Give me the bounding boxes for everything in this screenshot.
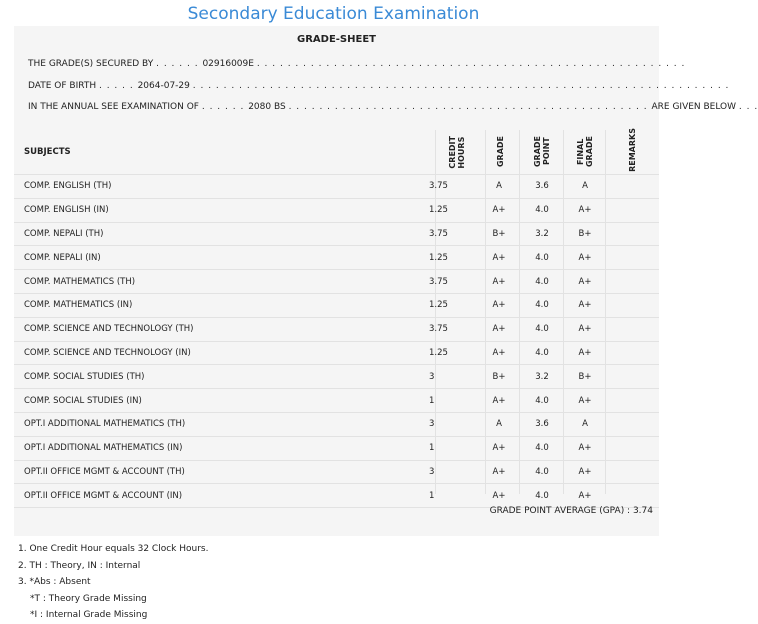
- credit-hours-cell: 3: [429, 466, 435, 477]
- final-grade-cell: A+: [578, 466, 592, 477]
- credit-hours-cell: 3.75: [429, 276, 448, 287]
- final-grade-cell: A+: [578, 276, 592, 287]
- info-grade-line: THE GRADE(S) SECURED BY . . . . . . 02916009E . . . . . . . . . . . . . . . . . . . . . . . . . . . . . . . . . . . . . . . . . . . . . . . . . . . . . . . .: [28, 59, 686, 69]
- final-grade-cell: A+: [578, 395, 592, 406]
- table-row: [14, 389, 659, 413]
- grade-point-cell: 3.6: [535, 181, 549, 192]
- table-row: [14, 461, 659, 485]
- header-subjects: SUBJECTS: [24, 147, 71, 157]
- credit-hours-cell: 1.25: [429, 347, 448, 358]
- grade-cell: A+: [492, 276, 506, 287]
- credit-hours-cell: 1: [429, 395, 435, 406]
- final-grade-cell: A: [582, 181, 588, 192]
- table-row: [14, 294, 659, 318]
- grade-point-cell: 4.0: [535, 347, 549, 358]
- grade-point-cell: 4.0: [535, 490, 549, 501]
- credit-hours-cell: 3.75: [429, 228, 448, 239]
- grade-point-cell: 4.0: [535, 395, 549, 406]
- final-grade-cell: A: [582, 419, 588, 430]
- grade-cell: A+: [492, 324, 506, 335]
- exam-year: 2080 BS: [248, 102, 286, 112]
- footnote: *T : Theory Grade Missing: [30, 593, 147, 604]
- grade-point-cell: 3.2: [535, 371, 549, 382]
- grade-point-cell: 4.0: [535, 205, 549, 216]
- grade-cell: A+: [492, 205, 506, 216]
- final-grade-cell: A+: [578, 490, 592, 501]
- subject-cell: COMP. ENGLISH (TH): [24, 181, 112, 192]
- gpa-summary: GRADE POINT AVERAGE (GPA) : 3.74: [489, 506, 653, 516]
- final-grade-cell: A+: [578, 347, 592, 358]
- header-credit-hours: CREDIT HOURS: [448, 135, 466, 169]
- exam-label: IN THE ANNUAL SEE EXAMINATION OF: [28, 102, 199, 112]
- info-dob-line: DATE OF BIRTH . . . . . 2064-07-29 . . . . . . . . . . . . . . . . . . . . . . . . . . . . . . . . . . . . . . . . . . . . . . . . . . . . . . . . . . . . . . . . . . . . . .: [28, 81, 730, 91]
- footnote: 2. TH : Theory, IN : Internal: [18, 560, 141, 571]
- grade-point-cell: 3.2: [535, 228, 549, 239]
- grade-label: THE GRADE(S) SECURED BY: [28, 59, 154, 69]
- footnote: 1. One Credit Hour equals 32 Clock Hours.: [18, 544, 209, 554]
- subject-cell: COMP. MATHEMATICS (IN): [24, 300, 133, 311]
- footnote: 3. *Abs : Absent: [18, 577, 91, 587]
- table-row: [14, 437, 659, 461]
- table-row: [14, 318, 659, 342]
- subject-cell: COMP. SCIENCE AND TECHNOLOGY (TH): [24, 324, 194, 335]
- subject-cell: OPT.II OFFICE MGMT & ACCOUNT (TH): [24, 466, 185, 477]
- grade-cell: A: [496, 419, 502, 430]
- dob-value: 2064-07-29: [137, 81, 190, 91]
- grade-cell: B+: [492, 371, 506, 382]
- grade-cell: A+: [492, 443, 506, 454]
- subject-cell: COMP. NEPALI (TH): [24, 228, 104, 239]
- grade-point-cell: 4.0: [535, 276, 549, 287]
- header-grade: GRADE: [495, 136, 505, 168]
- final-grade-cell: A+: [578, 252, 592, 263]
- grade-cell: A+: [492, 395, 506, 406]
- grade-point-cell: 4.0: [535, 300, 549, 311]
- credit-hours-cell: 1: [429, 443, 435, 454]
- grade-cell: B+: [492, 228, 506, 239]
- credit-hours-cell: 3.75: [429, 324, 448, 335]
- subject-cell: COMP. ENGLISH (IN): [24, 205, 109, 216]
- grade-sheet: [14, 26, 758, 536]
- table-row: [14, 199, 659, 223]
- page-title: Secondary Education Examination: [187, 4, 480, 24]
- final-grade-cell: B+: [578, 228, 592, 239]
- final-grade-cell: B+: [578, 371, 592, 382]
- final-grade-cell: A+: [578, 300, 592, 311]
- grade-cell: A+: [492, 347, 506, 358]
- credit-hours-cell: 1.25: [429, 300, 448, 311]
- symbol-number: 02916009E: [202, 59, 254, 69]
- table-row: [14, 246, 659, 270]
- credit-hours-cell: 3.75: [429, 181, 448, 192]
- info-exam-line: IN THE ANNUAL SEE EXAMINATION OF . . . . . . 2080 BS . . . . . . . . . . . . . . . . . . . . . . . . . . . . . . . . . . . . . . . . . . . . . . . ARE GIVEN BELOW . . .: [28, 102, 758, 112]
- footnotes: [18, 541, 208, 624]
- table-row: [14, 175, 659, 199]
- header-remarks: REMARKS: [627, 128, 637, 172]
- grade-point-cell: 4.0: [535, 252, 549, 263]
- grade-cell: A+: [492, 252, 506, 263]
- grade-cell: A: [496, 181, 502, 192]
- grade-point-cell: 4.0: [535, 466, 549, 477]
- subject-cell: COMP. SCIENCE AND TECHNOLOGY (IN): [24, 347, 191, 358]
- subject-cell: COMP. NEPALI (IN): [24, 252, 101, 263]
- grade-point-cell: 4.0: [535, 324, 549, 335]
- credit-hours-cell: 3: [429, 371, 435, 382]
- subject-cell: COMP. MATHEMATICS (TH): [24, 276, 136, 287]
- credit-hours-cell: 3: [429, 419, 435, 430]
- table-row: [14, 484, 659, 508]
- table-header: [14, 130, 659, 175]
- header-final-grade: FINAL GRADE: [576, 136, 594, 168]
- subject-cell: OPT.I ADDITIONAL MATHEMATICS (IN): [24, 443, 183, 454]
- table-row: [14, 270, 659, 294]
- exam-suffix: ARE GIVEN BELOW: [651, 102, 737, 112]
- grades-table: [14, 130, 659, 508]
- subject-cell: COMP. SOCIAL STUDIES (IN): [24, 395, 142, 406]
- sheet-subtitle: GRADE-SHEET: [297, 34, 376, 45]
- credit-hours-cell: 1: [429, 490, 435, 501]
- table-row: [14, 413, 659, 437]
- final-grade-cell: A+: [578, 443, 592, 454]
- table-row: [14, 223, 659, 247]
- credit-hours-cell: 1.25: [429, 252, 448, 263]
- subject-cell: OPT.II OFFICE MGMT & ACCOUNT (IN): [24, 490, 183, 501]
- table-row: [14, 342, 659, 366]
- final-grade-cell: A+: [578, 324, 592, 335]
- grade-point-cell: 3.6: [535, 419, 549, 430]
- grade-cell: A+: [492, 466, 506, 477]
- grade-cell: A+: [492, 490, 506, 501]
- header-grade-point: GRADE POINT: [533, 136, 551, 168]
- subject-cell: COMP. SOCIAL STUDIES (TH): [24, 371, 145, 382]
- final-grade-cell: A+: [578, 205, 592, 216]
- table-row: [14, 365, 659, 389]
- dob-label: DATE OF BIRTH: [28, 81, 97, 91]
- grade-point-cell: 4.0: [535, 443, 549, 454]
- subject-cell: OPT.I ADDITIONAL MATHEMATICS (TH): [24, 419, 186, 430]
- credit-hours-cell: 1.25: [429, 205, 448, 216]
- grade-cell: A+: [492, 300, 506, 311]
- footnote: *I : Internal Grade Missing: [30, 610, 148, 620]
